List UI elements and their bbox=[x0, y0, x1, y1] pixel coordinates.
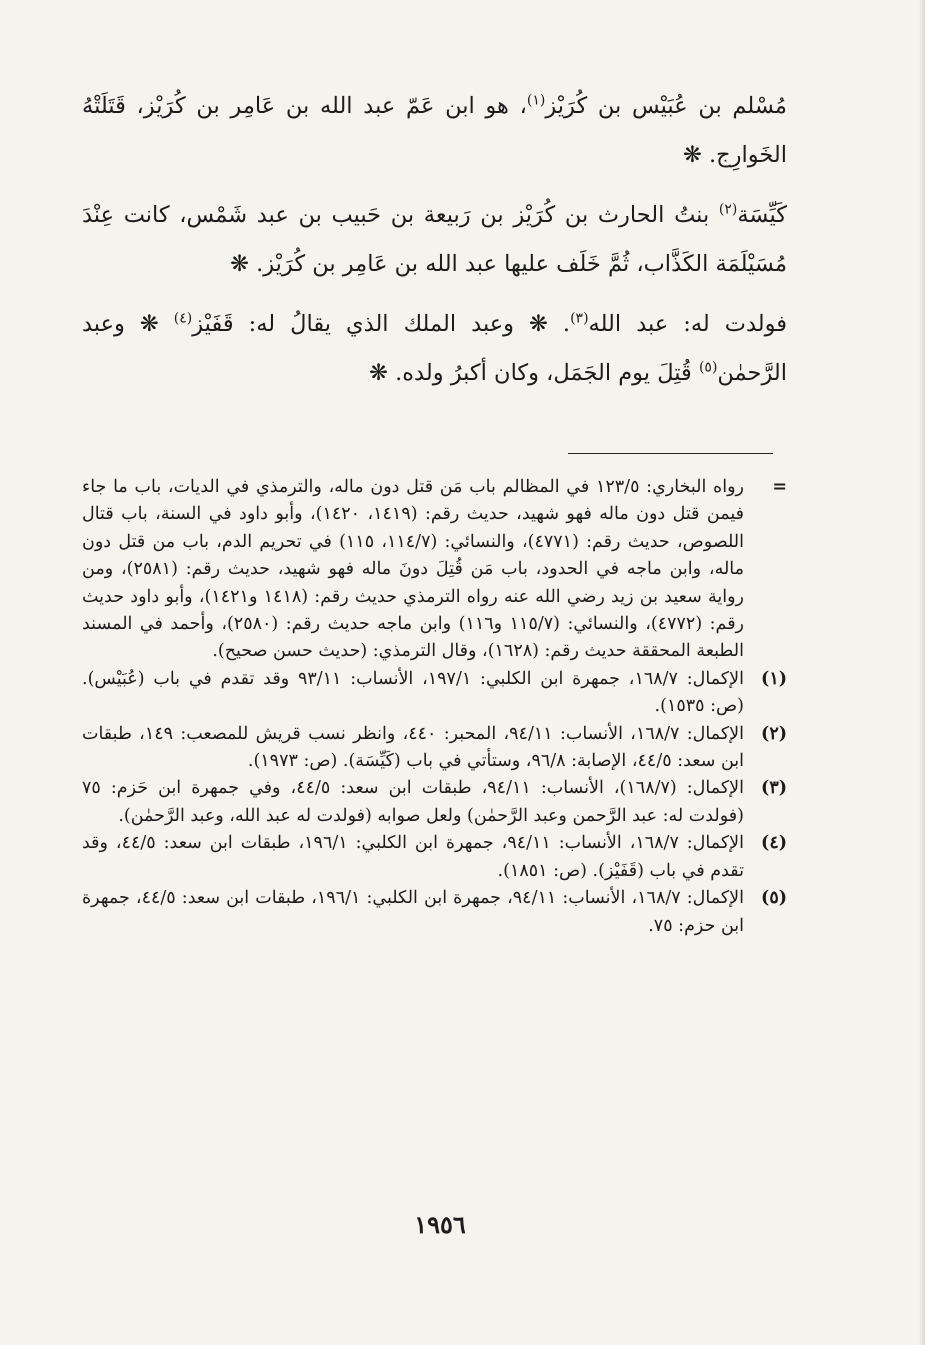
footnote-mark: (٢) bbox=[761, 723, 787, 744]
footnote-ref-3[interactable]: (٣) bbox=[570, 310, 589, 327]
footnote-ref-1[interactable]: (١) bbox=[526, 92, 546, 109]
footnote-5 bbox=[82, 885, 787, 940]
footnote-continuation bbox=[82, 474, 787, 666]
footnote-ref-5[interactable]: (٥) bbox=[698, 359, 718, 376]
footnote-text: الإكمال: ١٦٨/٧، الأنساب: ٩٤/١١، جمهرة ابن الكلبي: ١٩٦/١، طبقات ابن سعد: ٤٤/٥، وقد تقدم في باب (قَفَيْز). (ص: ١٨٥١). bbox=[82, 833, 745, 881]
footnote-mark: (٥) bbox=[761, 888, 787, 909]
footnote-text: الإكمال: ١٦٨/٧، جمهرة ابن الكلبي: ١٩٧/١، الأنساب: ٩٣/١١ وقد تقدم في باب (عُبَيْس). (ص: ١٥٣٥). bbox=[82, 668, 744, 717]
footnote-4 bbox=[82, 830, 787, 885]
footnote-1 bbox=[82, 666, 787, 721]
page-number: ١٩٥٦ bbox=[414, 1210, 466, 1239]
continuation-mark: = bbox=[772, 477, 787, 497]
footnote-text: الإكمال: ١٦٨/٧، الأنساب: ٩٤/١١، جمهرة ابن الكلبي: ١٩٦/١، طبقات ابن سعد: ٤٤/٥، جمهرة ابن حزم: ٧٥. bbox=[82, 888, 744, 936]
footnote-text: الإكمال: (١٦٨/٧)، الأنساب: ٩٤/١١، طبقات ابن سعد: ٤٤/٥، وفي جمهرة ابن حَزم: ٧٥ (فولدت له: عبد الرَّحمن وعبد الرَّحمٰن) ولعل صوابه (فولدت له عبد الله، وعبد الرَّحمٰن). bbox=[82, 778, 745, 826]
entry-muslim: مُسْلم بن عُبَيْس بن كُرَيْز$^{(١)}$، هو ابن عَمّ عبد الله بن عَامِر بن كُرَيْز، قَتَلَتْهُ الخَوارِج. ❋ bbox=[82, 92, 787, 168]
main-text bbox=[82, 82, 787, 403]
entry-kayyisa: كَيِّسَة$^{(٢)}$ بنتُ الحارث بن كُرَيْز بن رَبيعة بن حَبيب بن عبد شَمْس، كانت عِنْدَ مُسَيْلَمَة الكَذَّاب، ثُمَّ خَلَف عليها عبد الله بن عَامِر بن كُرَيْز. ❋ bbox=[82, 201, 787, 277]
footnotes bbox=[82, 474, 787, 940]
footnote-mark: (٤) bbox=[761, 833, 787, 854]
footnote-separator bbox=[568, 453, 773, 454]
footnote-mark: (٣) bbox=[761, 778, 787, 799]
footnote-ref-4[interactable]: (٤) bbox=[173, 310, 193, 327]
footnote-text: الإكمال: ١٦٨/٧، الأنساب: ٩٤/١١، المحبر: ٤٤٠، وانظر نسب قريش للمصعب: ١٤٩، طبقات ابن سعد: ٤٤/٥، الإصابة: ٩٦/٨، وستأتي في باب (كَيِّسَة). (ص: ١٩٧٣). bbox=[82, 723, 744, 772]
footnote-2 bbox=[82, 721, 787, 776]
footnote-3 bbox=[82, 775, 787, 830]
footnote-mark: (١) bbox=[761, 668, 787, 689]
footnote-text: رواه البخاري: ١٢٣/٥ في المظالم باب مَن قتل دون ماله، والترمذي في الديات، باب ما جاء فيمن قتل دون ماله فهو شهيد، حديث رقم: (١٤١٩، ١٤٢٠)، وأبو داود في السنة، باب قتال اللصوص، حديث رقم: (٤٧٧١)، والنسائي: (١١٤/٧، ١١٥) في تحريم الدم، باب من قتل دون ماله، وابن ماجه في الحدود، باب مَن قُتِلَ دونَ ماله فهو شهيد، حديث رقم: (٢٥٨١)، ومن رواية سعيد بن زيد رضي الله عنه رواه الترمذي حديث رقم: (١٤١٨ و١٤٢١)، وأبو داود حديث رقم: (٤٧٧٢)، والنسائي: (١١٥/٧ و١١٦) وابن ماجه حديث رقم: (٢٥٨٠)، وأحمد في المسند الطبعة المحققة حديث رقم: (١٦٢٨)، وقال الترمذي: (حديث حسن صحيح). bbox=[82, 477, 745, 662]
scan-edge bbox=[919, 0, 925, 1345]
entry-children: فولدت له: عبد الله$^{(٣)}$. ❋ وعبد الملك الذي يقالُ له: قَفَيْز$^{(٤)}$ ❋ وعبد الرَّحمٰن$^{(٥)}$ قُتِلَ يوم الجَمَل، وكان أكبرُ ولده. ❋ bbox=[82, 310, 787, 386]
footnote-ref-2[interactable]: (٢) bbox=[718, 201, 738, 218]
